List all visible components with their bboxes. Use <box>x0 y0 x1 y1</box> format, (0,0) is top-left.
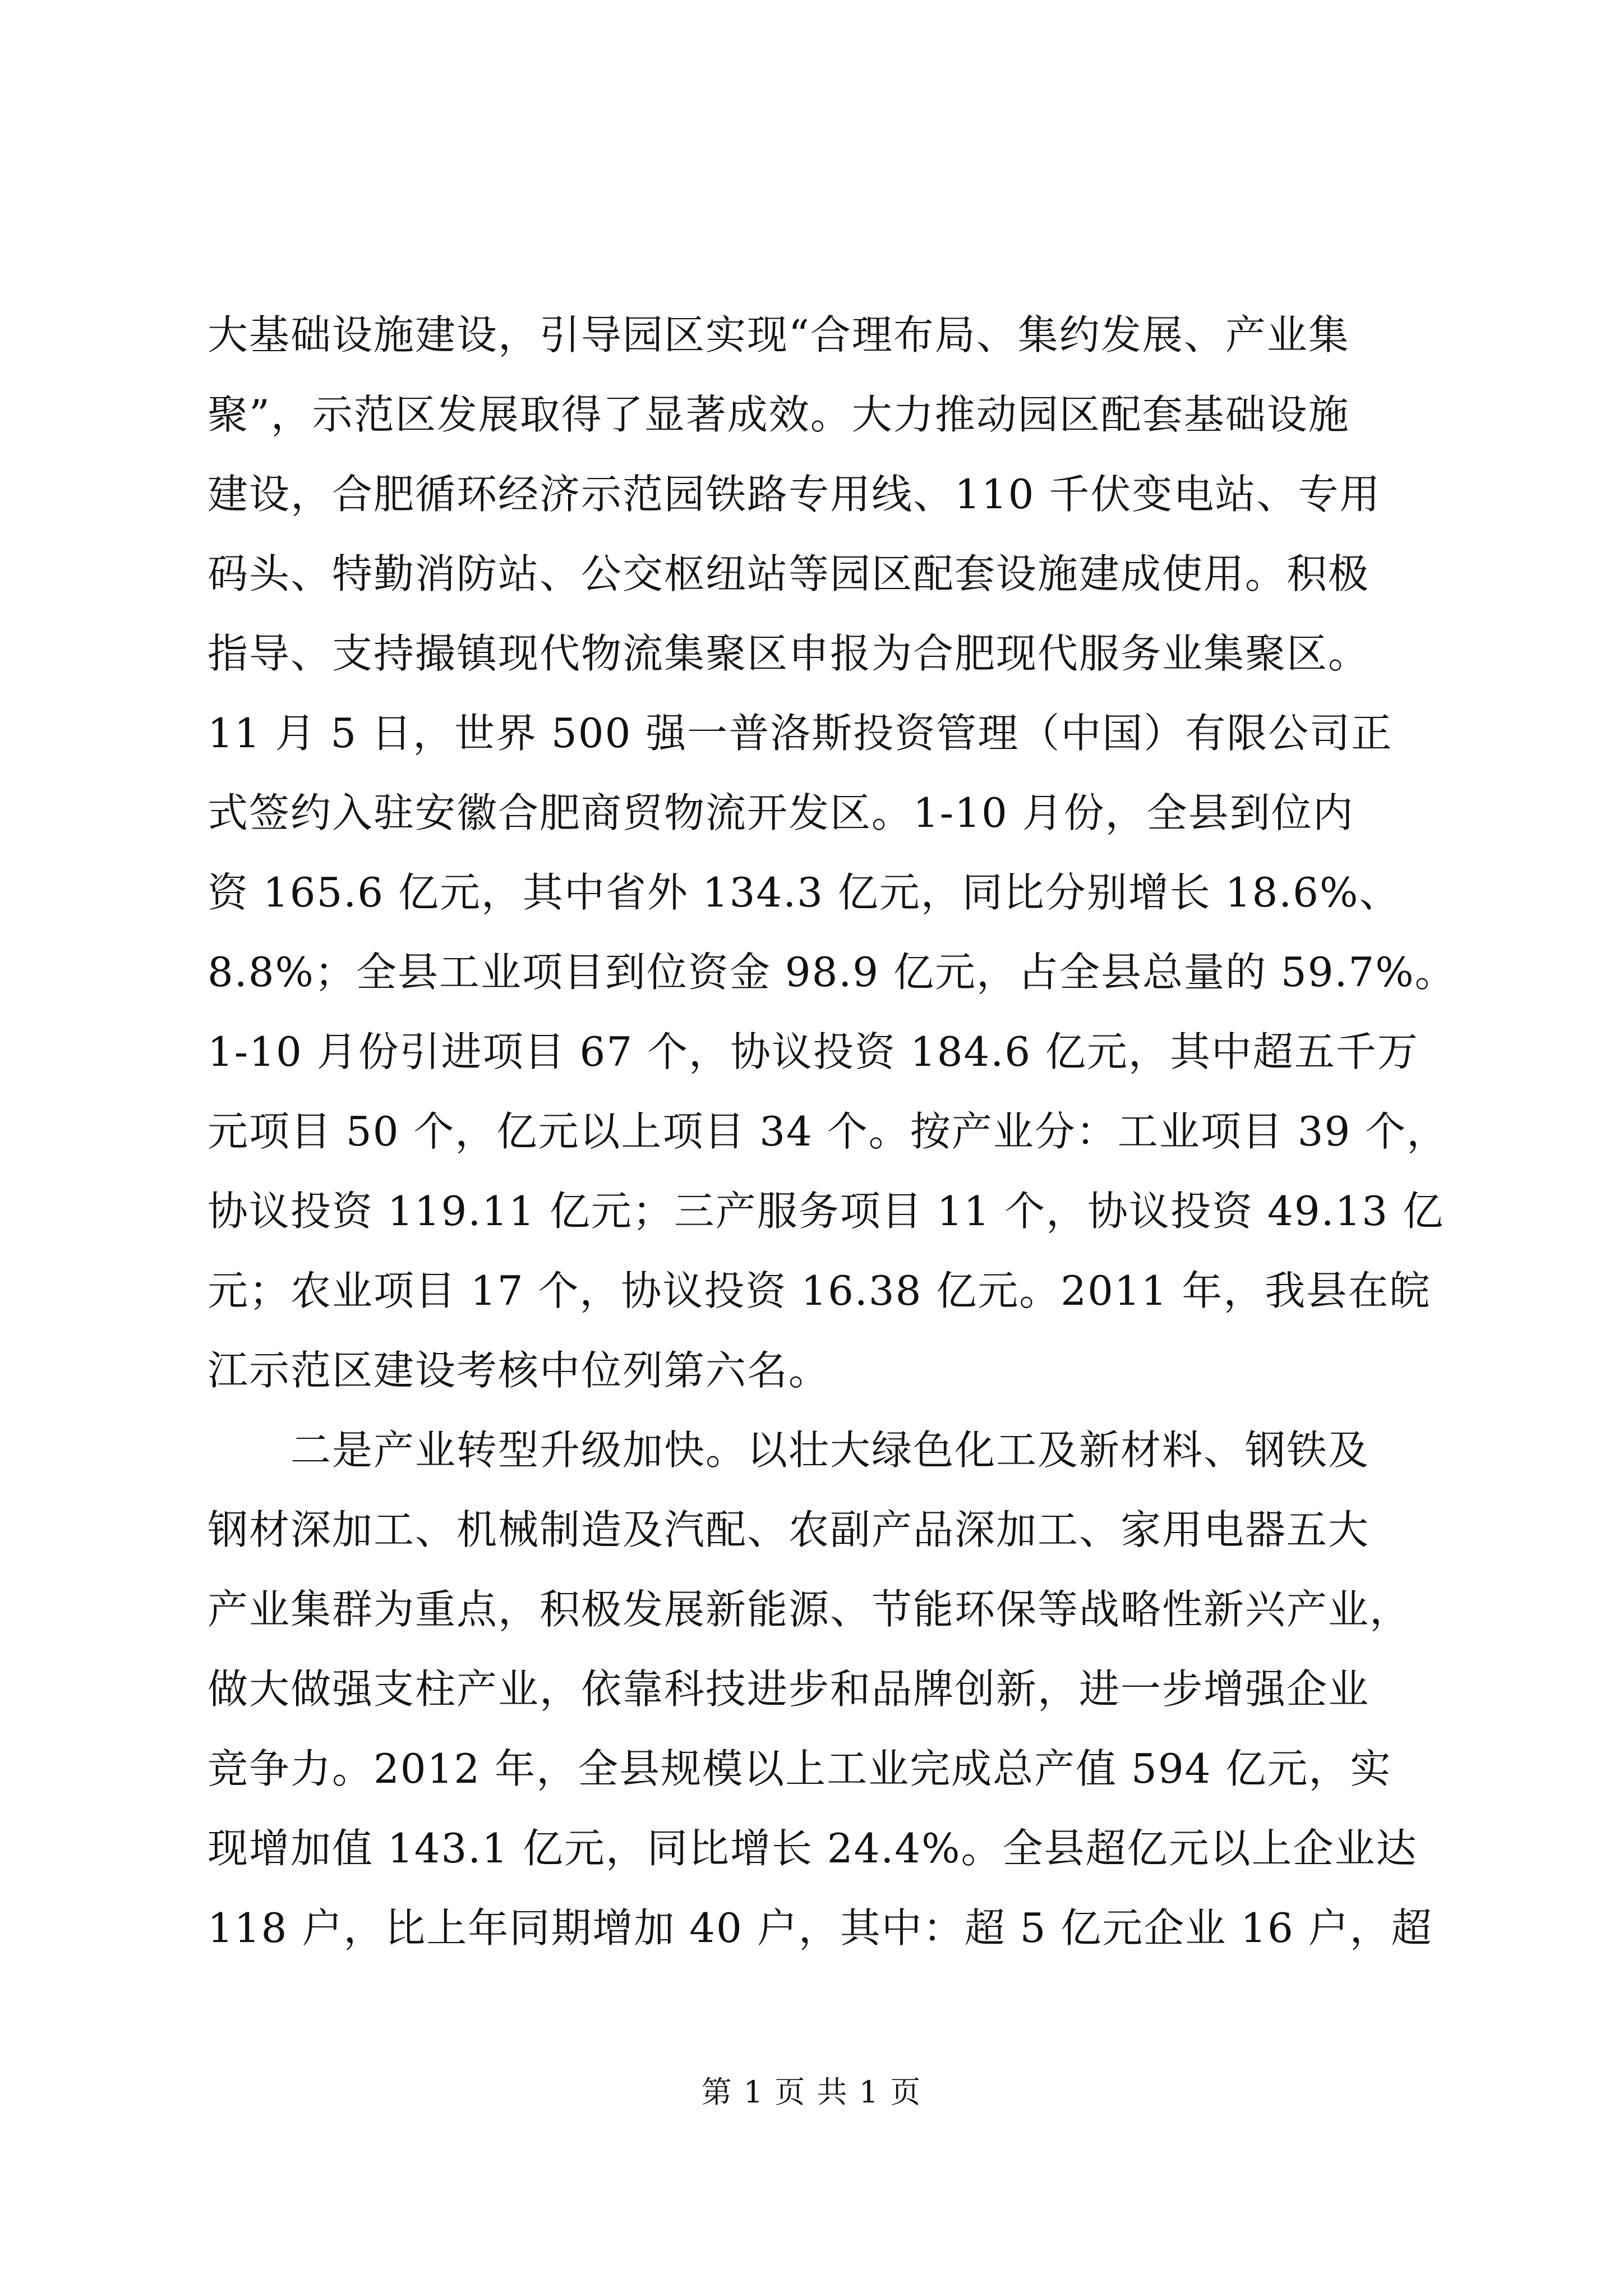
text-line: 8.8%；全县工业项目到位资金 98.9 亿元，占全县总量的 59.7%。 <box>208 949 1456 996</box>
text-line: 元项目 50 个，亿元以上项目 34 个。按产业分：工业项目 39 个， <box>208 1108 1449 1155</box>
text-line: 码头、特勤消防站、公交枢纽站等园区配套设施建成使用。积极 <box>208 550 1370 597</box>
paragraph-start-line: 二是产业转型升级加快。以壮大绿色化工及新材料、钢铁及 <box>208 1427 1370 1474</box>
text-line: 118 户，比上年同期增加 40 户，其中：超 5 亿元企业 16 户，超 <box>208 1904 1433 1952</box>
text-line: 协议投资 119.11 亿元；三产服务项目 11 个，协议投资 49.13 亿 <box>208 1188 1444 1235</box>
text-line: 元；农业项目 17 个，协议投资 16.38 亿元。2011 年，我县在皖 <box>208 1267 1431 1314</box>
text-line: 做大做强支柱产业，依靠科技进步和品牌创新，进一步增强企业 <box>208 1665 1370 1713</box>
text-line: 现增加值 143.1 亿元，同比增长 24.4%。全县超亿元以上企业达 <box>208 1825 1418 1872</box>
text-line: 式签约入驻安徽合肥商贸物流开发区。1-10 月份，全县到位内 <box>208 789 1354 836</box>
text-line: 江示范区建设考核中位列第六名。 <box>208 1347 831 1394</box>
text-line: 1-10 月份引进项目 67 个，协议投资 184.6 亿元，其中超五千万 <box>208 1028 1419 1075</box>
text-line: 资 165.6 亿元，其中省外 134.3 亿元，同比分别增长 18.6%、 <box>208 869 1401 916</box>
body-text <box>208 295 1456 1968</box>
text-line: 大基础设施建设，引导园区实现“合理布局、集约发展、产业集 <box>208 311 1350 358</box>
text-line: 竞争力。2012 年，全县规模以上工业完成总产值 594 亿元，实 <box>208 1745 1392 1792</box>
text-line: 钢材深加工、机械制造及汽配、农副产品深加工、家用电器五大 <box>208 1506 1370 1553</box>
text-line: 指导、支持撮镇现代物流集聚区申报为合肥现代服务业集聚区。 <box>208 630 1370 677</box>
text-line: 产业集群为重点，积极发展新能源、节能环保等战略性新兴产业， <box>208 1586 1412 1633</box>
text-line: 聚”，示范区发展取得了显著成效。大力推动园区配套基础设施 <box>208 391 1350 438</box>
page-footer: 第 1 页 共 1 页 <box>701 2074 922 2110</box>
text-line: 11 月 5 日，世界 500 强一普洛斯投资管理（中国）有限公司正 <box>208 710 1393 757</box>
text-line: 建设，合肥循环经济示范园铁路专用线、110 千伏变电站、专用 <box>208 471 1381 518</box>
